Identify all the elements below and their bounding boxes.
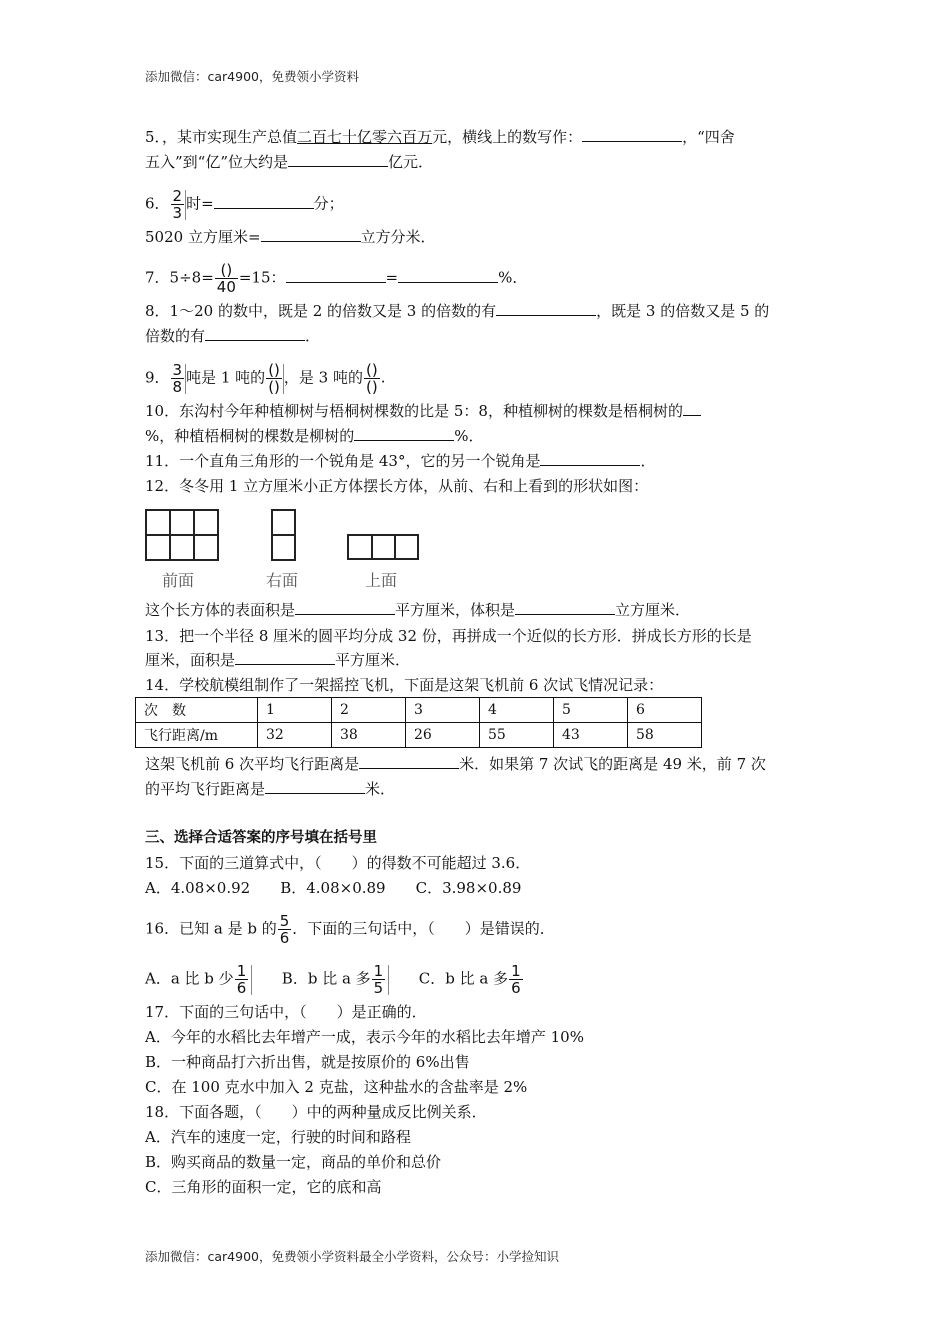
front-view-label: 前面 (162, 571, 195, 590)
q17-option-a: A．今年的水稻比去年增产一成，表示今年的水稻比去年增产 10% (145, 1028, 584, 1046)
answer-blank[interactable] (261, 227, 361, 242)
answer-blank[interactable] (515, 600, 615, 615)
table-cell: 1 (258, 698, 332, 723)
answer-blank[interactable] (398, 268, 498, 283)
q15-line1: 15．下面的三道算式中，（ ）的得数不可能超过 3.6． (145, 854, 531, 872)
table-cell: 43 (554, 723, 628, 748)
q14-line1: 14．学校航模组制作了一架摇控飞机，下面是这架飞机前 6 次试飞情况记录： (145, 676, 664, 694)
table-cell: 5 (554, 698, 628, 723)
fraction: $\frac{()}{40}$ (216, 261, 236, 296)
table-row (136, 723, 702, 748)
answer-blank[interactable] (288, 152, 388, 167)
q14-line2: 这架飞机前 6 次平均飞行距离是 米．如果第 7 次试飞的距离是 49 米，前 7 次 (145, 755, 766, 773)
q17-option-c: C．在 100 克水中加入 2 克盐，这种盐水的含盐率是 2% (145, 1078, 528, 1096)
answer-blank[interactable] (582, 127, 682, 142)
q12-line1: 12．冬冬用 1 立方厘米小正方体摆长方体，从前、右和上看到的形状如图： (145, 477, 649, 495)
table-cell: 32 (258, 723, 332, 748)
q10-line2: %，种植梧桐树的棵数是柳树的 %． (145, 427, 484, 445)
q8-line2: 倍数的有 ． (145, 327, 321, 345)
table-cell: 58 (628, 723, 702, 748)
answer-blank[interactable] (286, 268, 386, 283)
table-cell: 次 数 (136, 698, 258, 723)
q10-line1: 10．东沟村今年种植柳树与梧桐树棵数的比是 5：8，种植柳树的棵数是梧桐树的 (145, 401, 701, 421)
table-cell: 38 (332, 723, 406, 748)
answer-blank[interactable] (205, 326, 305, 341)
table-cell: 26 (406, 723, 480, 748)
fraction: $\frac{3}{8}$ (172, 361, 183, 396)
answer-blank[interactable] (214, 194, 314, 209)
section-title: 三、选择合适答案的序号填在括号里 (145, 830, 377, 846)
top-view-label: 上面 (365, 571, 398, 590)
fraction: $\frac{1}{6}$ (236, 962, 247, 997)
page-footer: 添加微信：car4900，免费领小学资料最全小学资料，公众号：小学捡知识 (145, 1249, 559, 1264)
q8-line1: 8．1～20 的数中，既是 2 的倍数又是 3 的倍数的有 ，既是 3 的倍数又是 5 的 (145, 302, 770, 320)
q17-line: 17．下面的三句话中，（ ）是正确的． (145, 1003, 427, 1021)
q12-line2: 这个长方体的表面积是 平方厘米，体积是 立方厘米． (145, 601, 691, 619)
fraction: $\frac{()}{()}$ (268, 361, 280, 396)
fraction: $\frac{2}{3}$ (172, 187, 183, 222)
q18-line: 18．下面各题，（ ）中的两种量成反比例关系． (145, 1103, 487, 1121)
fraction: $\frac{1}{5}$ (373, 962, 384, 997)
q5-line2: 五入”到“亿”位大约是 亿元． (145, 153, 434, 171)
answer-blank[interactable] (359, 754, 459, 769)
q13-line2: 厘米，面积是 平方厘米． (145, 651, 411, 669)
fraction: $\frac{5}{6}$ (279, 912, 290, 947)
q7-line: 7．5÷8= $\frac{()}{40}$ =15： = %． (145, 261, 528, 296)
answer-blank[interactable] (496, 301, 596, 316)
q6-line2: 5020 立方厘米= 立方分米． (145, 228, 436, 246)
table-cell: 55 (480, 723, 554, 748)
right-view-label: 右面 (266, 571, 299, 590)
q18-option-b: B．购买商品的数量一定，商品的单价和总价 (145, 1153, 442, 1171)
fraction: $\frac{()}{()}$ (366, 361, 378, 396)
q9-line: 9． $\frac{3}{8}$ 吨是 1 吨的 $\frac{()}{()}$ ，是 3 吨的 $\frac{()}{()}$ . (145, 361, 386, 396)
answer-blank[interactable] (540, 451, 640, 466)
q5-line1: 5．，某市实现生产总值二百七十亿零六百万元，横线上的数写作： ，“四舍 (145, 128, 735, 146)
q16-line: 16．已知 a 是 b 的 $\frac{5}{6}$ ．下面的三句话中，（ ）是错误的． (145, 912, 555, 947)
q16-options: A．a 比 b 少 $\frac{1}{6}$ B．b 比 a 多 $\frac{1}{5}$ C．b 比 a 多 $\frac{1}{6}$ (145, 962, 521, 997)
q18-option-a: A．汽车的速度一定，行驶的时间和路程 (145, 1128, 411, 1146)
flight-record-table (135, 697, 702, 748)
answer-blank[interactable] (295, 600, 395, 615)
three-views-figure (145, 508, 445, 593)
answer-blank[interactable] (265, 779, 365, 794)
q15-options: A．4.08×0.92 B．4.08×0.89 C．3.98×0.89 (145, 879, 522, 897)
q17-option-b: B．一种商品打六折出售，就是按原价的 6%出售 (145, 1053, 470, 1071)
table-cell: 2 (332, 698, 406, 723)
table-cell: 6 (628, 698, 702, 723)
page-header: 添加微信：car4900，免费领小学资料 (145, 69, 359, 84)
q18-option-c: C．三角形的面积一定，它的底和高 (145, 1178, 382, 1196)
table-cell: 3 (406, 698, 480, 723)
table-cell: 飞行距离/m (136, 723, 258, 748)
answer-blank[interactable] (354, 426, 454, 441)
answer-blank[interactable] (683, 401, 701, 416)
q6-line: 6． $\frac{2}{3}$ 时= 分； (145, 187, 344, 222)
table-cell: 4 (480, 698, 554, 723)
q11-line: 11．一个直角三角形的一个锐角是 43°，它的另一个锐角是 ． (145, 452, 656, 470)
q14-line3: 的平均飞行距离是 米． (145, 780, 396, 798)
fraction: $\frac{1}{6}$ (511, 962, 521, 997)
answer-blank[interactable] (235, 650, 335, 665)
table-row (136, 698, 702, 723)
q13-line1: 13．把一个半径 8 厘米的圆平均分成 32 份，再拼成一个近似的长方形．拼成长方形的长是 (145, 627, 752, 645)
